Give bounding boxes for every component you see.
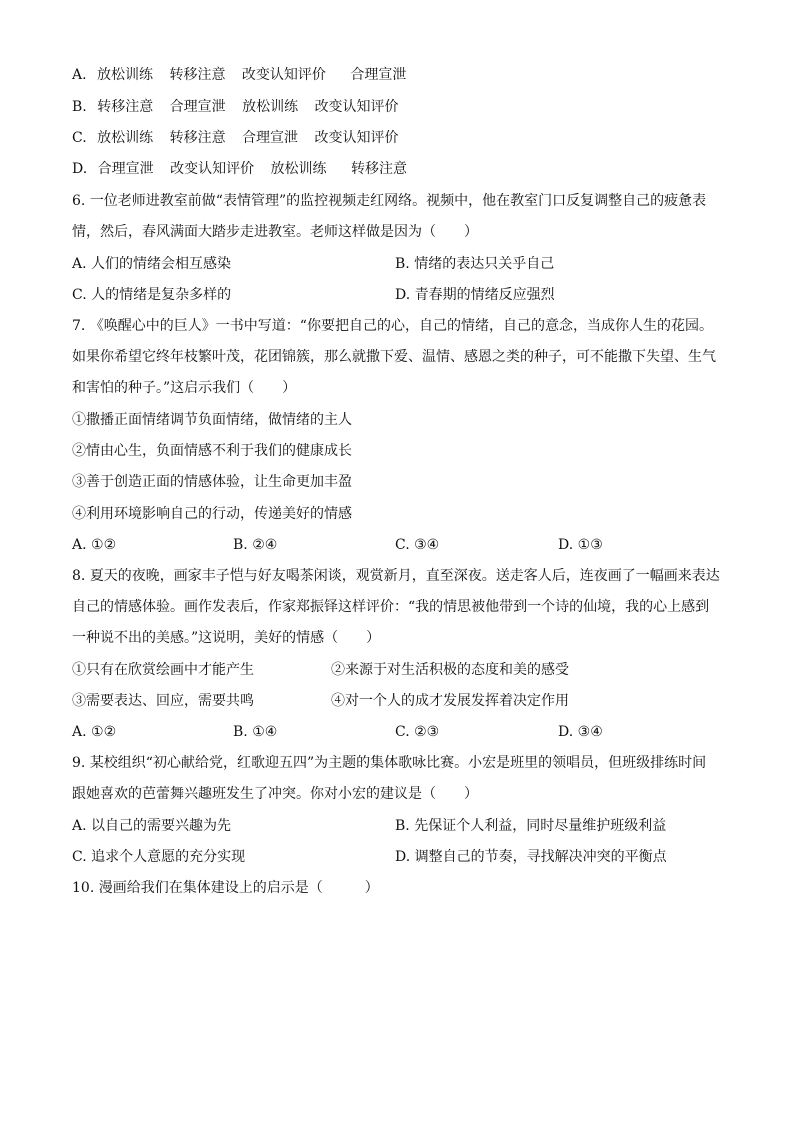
q10-stem <box>72 877 722 899</box>
q7-option-d: D. ①③ <box>558 537 603 553</box>
option-part: 改变认知评价 <box>170 161 255 177</box>
question-stem: 跟她喜欢的芭蕾舞兴趣班发生了冲突。你对小宏的建议是（ ） <box>72 786 478 802</box>
option-part: 转移注意 <box>169 130 226 146</box>
q9-options-row-1 <box>72 815 722 837</box>
question-stem: 一种说不出的美感。”这说明，美好的情感（ ） <box>72 630 381 646</box>
q8-stem-line-1 <box>72 565 722 587</box>
q9-stem-line-1 <box>72 752 722 774</box>
q5-option-a <box>72 64 722 86</box>
option-part: 放松训练 <box>242 99 299 115</box>
option-letter: A. <box>72 67 87 83</box>
option-part: 转移注意 <box>97 99 154 115</box>
q9-options-row-2 <box>72 846 722 868</box>
q8-stem-line-3 <box>72 627 722 649</box>
q8-statement-4: ④对一个人的成才发展发挥着决定作用 <box>331 693 569 709</box>
question-stem: 一位老师进教室前做“表情管理”的监控视频走红网络。视频中，他在教室门口反复调整自己的疲惫表 <box>89 193 707 209</box>
q9-option-a: A. 以自己的需要兴趣为先 <box>72 818 232 834</box>
option-letter: B. <box>72 99 87 115</box>
question-stem: 夏天的夜晚，画家丰子恺与好友喝茶闲谈，观赏新月，直至深夜。送走客人后，连夜画了一幅画来表达 <box>89 568 720 584</box>
q7-statement-3: ③善于创造正面的情感体验，让生命更加丰盈 <box>72 474 352 490</box>
q7-stem-line-2 <box>72 346 722 368</box>
option-part: 合理宣泄 <box>350 67 407 83</box>
option-part: 改变认知评价 <box>314 130 399 146</box>
option-part: 合理宣泄 <box>97 161 154 177</box>
q7-statement-2: ②情由心生，负面情感不利于我们的健康成长 <box>72 443 352 459</box>
q5-option-d <box>72 158 722 180</box>
question-stem: 自己的情感体验。画作发表后，作家郑振铎这样评价：“我的情思被他带到一个诗的仙境，我的心上感到 <box>72 599 710 615</box>
q6-options-row-2 <box>72 284 722 306</box>
q7-options-row <box>72 534 722 556</box>
option-part: 放松训练 <box>270 161 327 177</box>
q6-option-d: D. 青春期的情绪反应强烈 <box>395 287 555 303</box>
q6-stem-line-1 <box>72 190 722 212</box>
q9-option-d: D. 调整自己的节奏，寻找解决冲突的平衡点 <box>395 849 667 865</box>
q7-statement-1: ①撒播正面情绪调节负面情绪，做情绪的主人 <box>72 412 352 428</box>
q7-option-c: C. ③④ <box>395 537 440 553</box>
q8-statement-3: ③需要表达、回应，需要共鸣 <box>72 693 254 709</box>
q8-option-b: B. ①④ <box>233 724 278 740</box>
question-stem: 《唤醒心中的巨人》一书中写道：“你要把自己的心，自己的情绪，自己的意念，当成你人生的花园。 <box>89 318 713 334</box>
option-part: 放松训练 <box>97 67 154 83</box>
q8-option-c: C. ②③ <box>395 724 440 740</box>
q7-option-b: B. ②④ <box>233 537 278 553</box>
question-stem: 和害怕的种子。”这启示我们（ ） <box>72 380 297 396</box>
q8-statement-2: ②来源于对生活积极的态度和美的感受 <box>331 662 569 678</box>
q8-statements-row-1 <box>72 659 722 681</box>
question-number: 8. <box>72 568 86 584</box>
q7-statement-4: ④利用环境影响自己的行动，传递美好的情感 <box>72 506 352 522</box>
q7-stem-line-1 <box>72 315 722 337</box>
q8-option-a: A. ①② <box>72 724 117 740</box>
q8-options-row <box>72 721 722 743</box>
option-part: 改变认知评价 <box>314 99 399 115</box>
question-stem: 某校组织“初心献给党，红歌迎五四”为主题的集体歌咏比赛。小宏是班里的领唱员，但班级排练时间 <box>89 755 707 771</box>
q9-stem-line-2 <box>72 783 722 805</box>
question-stem: 情，然后，春风满面大踏步走进教室。老师这样做是因为（ ） <box>72 224 478 240</box>
q8-option-d: D. ③④ <box>558 724 603 740</box>
q5-option-b <box>72 96 722 118</box>
question-number: 9. <box>72 755 86 771</box>
q6-option-c: C. 人的情绪是复杂多样的 <box>72 287 232 303</box>
option-part: 合理宣泄 <box>242 130 299 146</box>
q6-option-a: A. 人们的情绪会相互感染 <box>72 256 232 272</box>
question-number: 6. <box>72 193 86 209</box>
option-part: 转移注意 <box>351 161 407 177</box>
question-stem: 如果你希望它终年枝繁叶茂，花团锦簇，那么就撒下爱、温情、感恩之类的种子，可不能撒下失望、生气 <box>72 349 716 365</box>
q6-stem-line-2 <box>72 221 722 243</box>
option-letter: C. <box>72 130 87 146</box>
q8-stem-line-2 <box>72 596 722 618</box>
q7-stem-line-3 <box>72 377 722 399</box>
option-part: 改变认知评价 <box>241 67 326 83</box>
q6-option-b: B. 情绪的表达只关乎自己 <box>395 256 555 272</box>
question-stem: 漫画给我们在集体建设上的启示是（ ） <box>98 880 379 896</box>
q6-options-row-1 <box>72 253 722 275</box>
option-part: 转移注意 <box>169 67 226 83</box>
option-part: 放松训练 <box>97 130 154 146</box>
option-letter: D. <box>72 161 88 177</box>
q5-option-c <box>72 127 722 149</box>
option-part: 合理宣泄 <box>169 99 226 115</box>
q9-option-c: C. 追求个人意愿的充分实现 <box>72 849 246 865</box>
q7-option-a: A. ①② <box>72 537 117 553</box>
q8-statements-row-2 <box>72 690 722 712</box>
q9-option-b: B. 先保证个人利益，同时尽量维护班级利益 <box>395 818 667 834</box>
question-number: 10. <box>72 880 95 896</box>
question-number: 7. <box>72 318 86 334</box>
q8-statement-1: ①只有在欣赏绘画中才能产生 <box>72 662 254 678</box>
